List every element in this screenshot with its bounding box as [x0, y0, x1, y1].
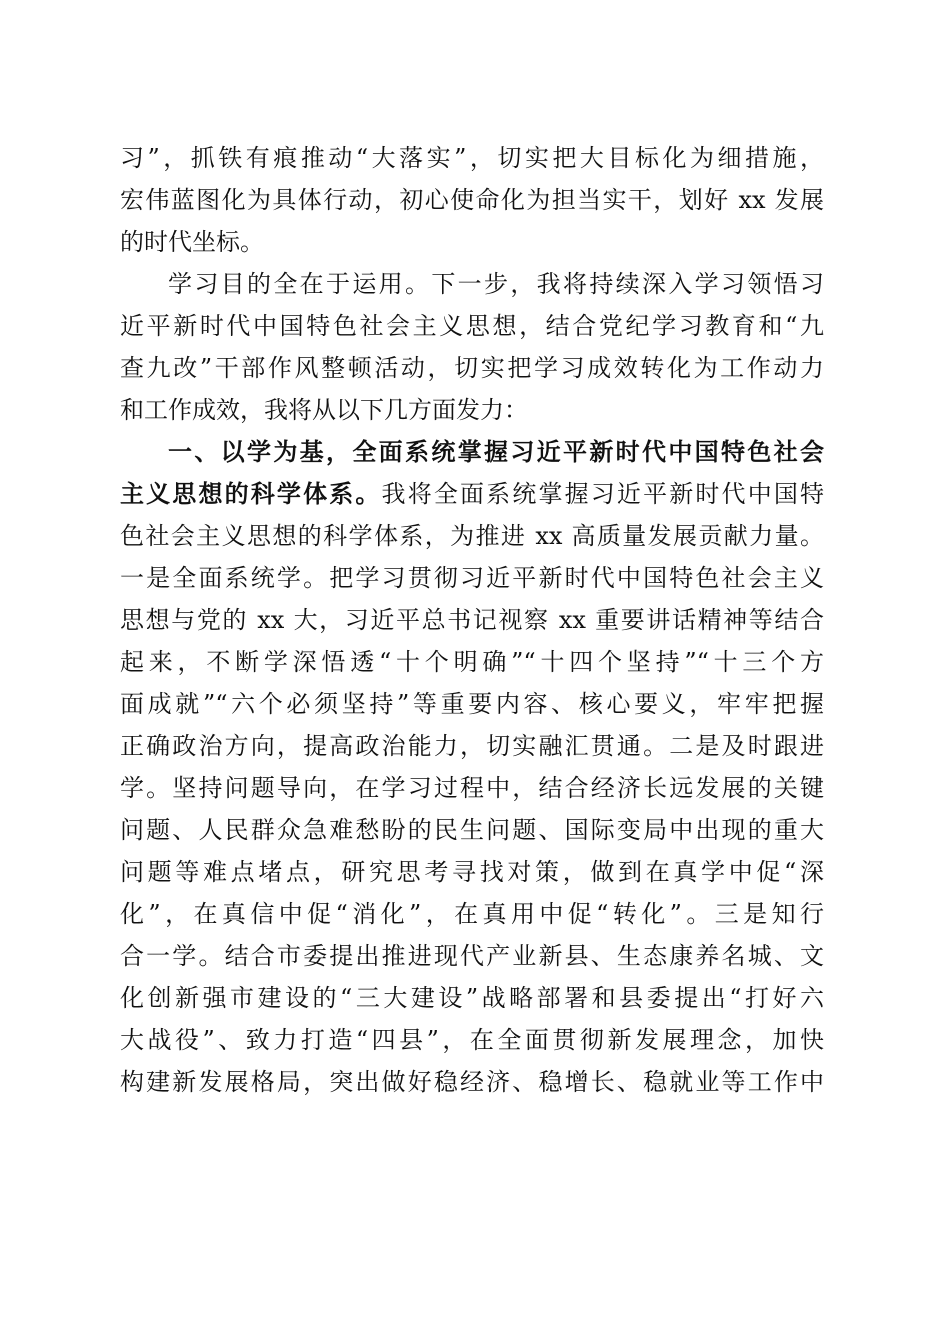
text-line: 查九改”干部作风整顿活动，切实把学习成效转化为工作动力 — [120, 354, 824, 382]
text-line: 大战役”、致力打造“四县”，在全面贯彻新发展理念，加快 — [120, 1026, 824, 1054]
section-heading: 一、以学为基，全面系统掌握习近平新时代中国特色社会 — [168, 438, 824, 466]
text-line: 思想与党的 xx 大，习近平总书记视察 xx 重要讲话精神等结合 — [120, 606, 824, 634]
text-line: 学习目的全在于运用。下一步，我将持续深入学习领悟习 — [168, 270, 824, 298]
text-line: 面成就”“六个必须坚持”等重要内容、核心要义，牢牢把握 — [120, 690, 824, 718]
text-line: 问题等难点堵点，研究思考寻找对策，做到在真学中促“深 — [120, 858, 824, 886]
text-line: 化”，在真信中促“消化”，在真用中促“转化”。三是知行 — [120, 900, 824, 928]
text-line — [120, 473, 824, 515]
text-line: 一是全面系统学。把学习贯彻习近平新时代中国特色社会主义 — [120, 564, 824, 592]
text-line: 习”，抓铁有痕推动“大落实”，切实把大目标化为细措施， — [120, 144, 824, 172]
text-line: 构建新发展格局，突出做好稳经济、稳增长、稳就业等工作中 — [120, 1068, 824, 1096]
text-line: 和工作成效，我将从以下几方面发力： — [120, 396, 528, 424]
section-body-start: 我将全面系统掌握习近平新时代中国特 — [381, 480, 824, 508]
paragraph-section-one — [120, 431, 824, 1103]
text-line: 色社会主义思想的科学体系，为推进 xx 高质量发展贡献力量。 — [120, 522, 824, 550]
text-line: 学。坚持问题导向，在学习过程中，结合经济长远发展的关键 — [120, 774, 824, 802]
text-line: 宏伟蓝图化为具体行动，初心使命化为担当实干，划好 xx 发展 — [120, 186, 824, 214]
text-line: 合一学。结合市委提出推进现代产业新县、生态康养名城、文 — [120, 942, 824, 970]
text-line: 正确政治方向，提高政治能力，切实融汇贯通。二是及时跟进 — [120, 732, 824, 760]
text-line: 的时代坐标。 — [120, 228, 264, 256]
text-line: 问题、人民群众急难愁盼的民生问题、国际变局中出现的重大 — [120, 816, 824, 844]
paragraph-continuation — [120, 137, 824, 263]
text-line: 近平新时代中国特色社会主义思想，结合党纪学习教育和“九 — [120, 312, 824, 340]
paragraph-next-steps — [120, 263, 824, 431]
text-line: 起来，不断学深悟透“十个明确”“十四个坚持”“十三个方 — [120, 648, 824, 676]
section-heading-end: 主义思想的科学体系。 — [120, 480, 382, 508]
document-body — [120, 137, 824, 1103]
text-line: 化创新强市建设的“三大建设”战略部署和县委提出“打好六 — [120, 984, 824, 1012]
